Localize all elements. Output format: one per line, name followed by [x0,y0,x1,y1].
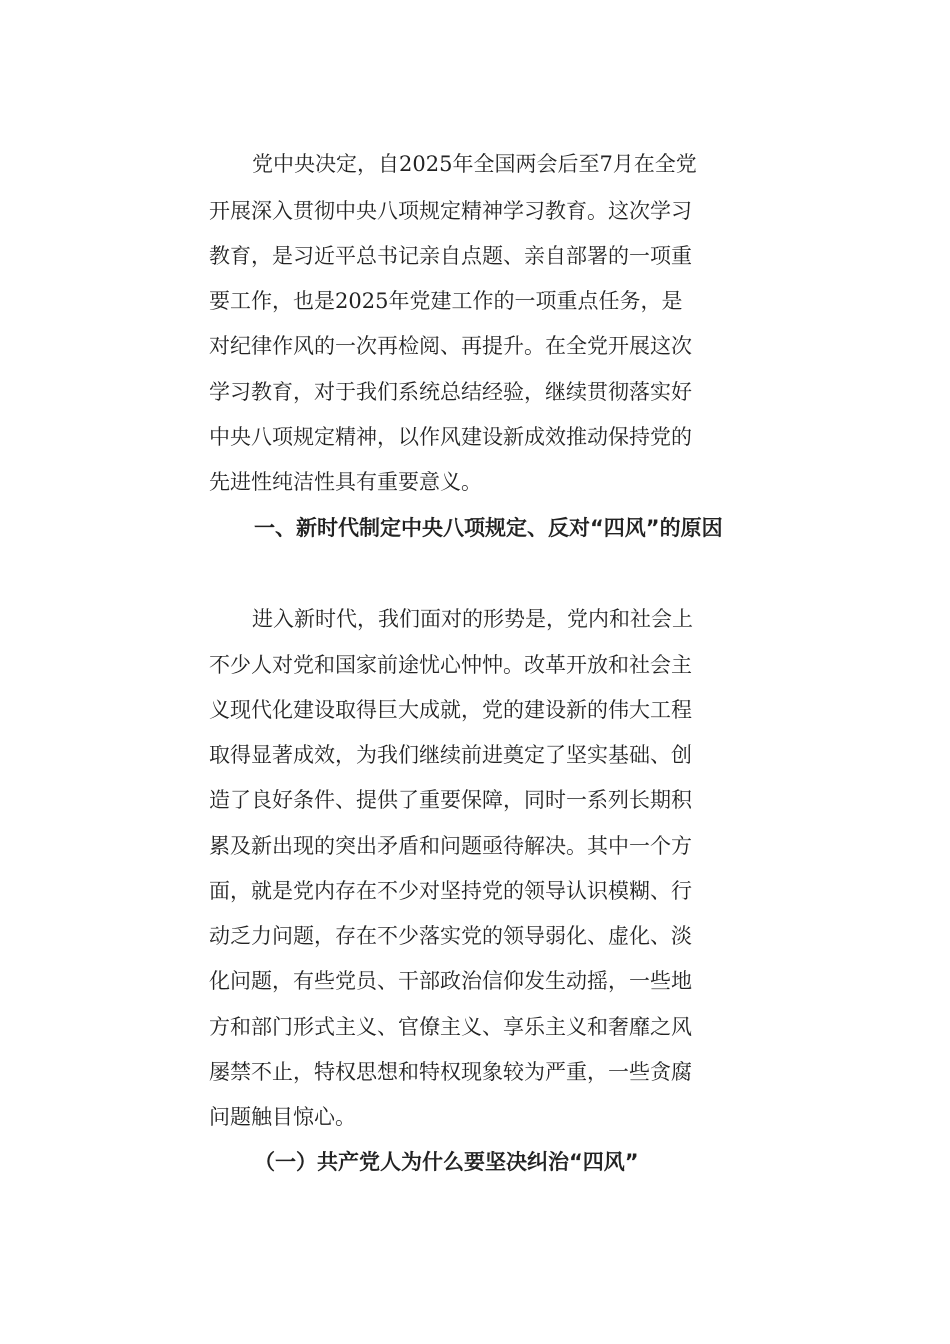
intro-line-3: 教育，是习近平总书记亲自点题、亲自部署的一项重 [209,244,692,268]
intro-line-1: 党中央决定，自2025年全国两会后至7月在全党 [252,152,697,176]
body-line-3: 义现代化建设取得巨大成就，党的建设新的伟大工程 [209,698,692,722]
body-line-8: 动乏力问题，存在不少落实党的领导弱化、虚化、淡 [209,924,692,948]
intro-line-4: 要工作，也是2025年党建工作的一项重点任务，是 [209,289,683,313]
intro-line-6: 学习教育，对于我们系统总结经验，继续贯彻落实好 [209,380,692,404]
body-line-11: 屡禁不止，特权思想和特权现象较为严重，一些贪腐 [209,1060,692,1084]
body-line-2: 不少人对党和国家前途忧心忡忡。改革开放和社会主 [209,653,692,677]
intro-line-8: 先进性纯洁性具有重要意义。 [209,470,482,494]
body-line-6: 累及新出现的突出矛盾和问题亟待解决。其中一个方 [209,834,692,858]
body-line-4: 取得显著成效，为我们继续前进奠定了坚实基础、创 [209,743,692,767]
body-line-9: 化问题，有些党员、干部政治信仰发生动摇，一些地 [209,969,692,993]
body-line-12: 问题触目惊心。 [209,1105,356,1129]
section-heading: 一、新时代制定中央八项规定、反对“四风”的原因 [254,516,723,540]
subsection-heading: （一）共产党人为什么要坚决纠治“四风” [254,1150,639,1174]
intro-line-2: 开展深入贯彻中央八项规定精神学习教育。这次学习 [209,199,692,223]
intro-line-7: 中央八项规定精神，以作风建设新成效推动保持党的 [209,425,692,449]
body-line-7: 面，就是党内存在不少对坚持党的领导认识模糊、行 [209,879,692,903]
intro-line-5: 对纪律作风的一次再检阅、再提升。在全党开展这次 [209,334,692,358]
body-line-5: 造了良好条件、提供了重要保障，同时一系列长期积 [209,788,692,812]
body-line-1: 进入新时代，我们面对的形势是，党内和社会上 [252,607,693,631]
body-line-10: 方和部门形式主义、官僚主义、享乐主义和奢靡之风 [209,1015,692,1039]
